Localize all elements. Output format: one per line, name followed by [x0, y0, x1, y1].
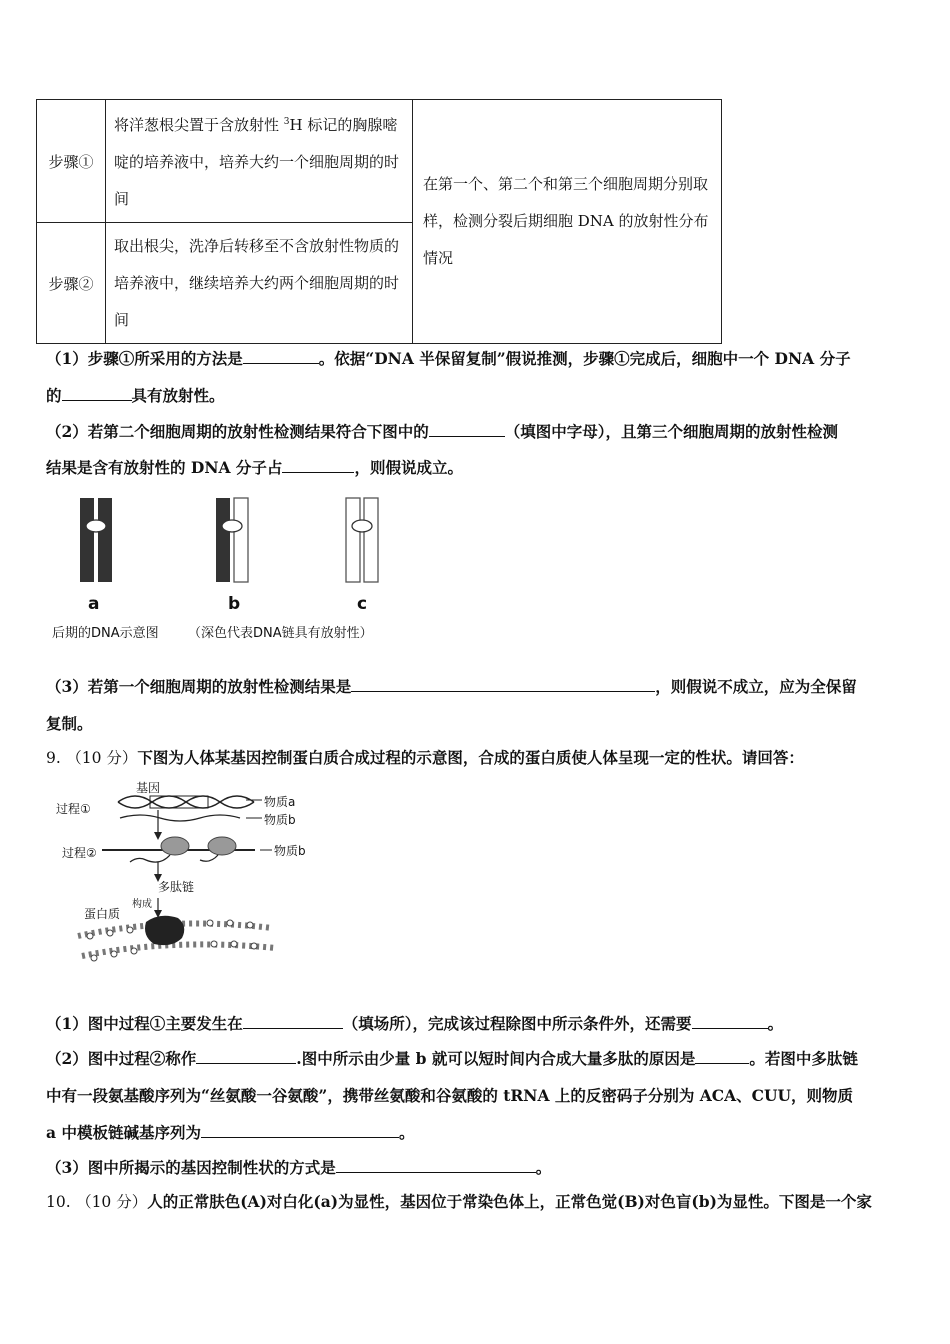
q9-p2-f: 。 — [398, 1123, 415, 1142]
q9-p2-b: .图中所示由少量 b 就可以短时间内合成大量多肽的原因是 — [296, 1049, 696, 1068]
fig-label-b: b — [228, 594, 241, 614]
q8-p1-a: （1）步骤①所采用的方法是 — [46, 349, 243, 368]
dna-diagram-a — [80, 498, 112, 582]
label-gene: 基因 — [136, 781, 161, 795]
step1-desc-b: H 标记的胸腺嘧啶的培养液中，培养大约一个细胞周期的时间 — [114, 116, 400, 208]
dna-diagram-b — [216, 498, 248, 582]
q8-p1-line1 — [46, 347, 851, 369]
step1-desc — [106, 100, 413, 223]
q8-p3-b: ，则假说不成立，应为全保留 — [655, 677, 857, 696]
q9-stem-line — [46, 746, 804, 768]
q8-blank-5[interactable] — [351, 677, 655, 692]
q9-p1-a: （1）图中过程①主要发生在 — [46, 1014, 243, 1033]
q9-p2-line2: 中有一段氨基酸序列为“丝氨酸一谷氨酸”，携带丝氨酸和谷氨酸的 tRNA 上的反密码子分别为 ACA、CUU，则物质 — [46, 1086, 854, 1105]
steps-table — [36, 99, 722, 344]
q9-blank-2[interactable] — [692, 1014, 768, 1029]
q9-p3-a: （3）图中所揭示的基因控制性状的方式是 — [46, 1158, 336, 1177]
fig-caption-right: （深色代表DNA链具有放射性） — [188, 626, 373, 641]
step1-desc-sup: 3 — [283, 117, 290, 127]
dna-diagram-c — [346, 498, 378, 582]
q8-p1-c: 的 — [46, 386, 62, 405]
q9-blank-5[interactable] — [201, 1123, 399, 1138]
q9-p1-b: （填场所），完成该过程除图中所示条件外，还需要 — [342, 1014, 692, 1033]
q8-p1-d: 具有放射性。 — [131, 386, 225, 405]
q9-p2-c: 。若图中多肽链 — [749, 1049, 858, 1068]
label-substance-b: 物质b — [264, 813, 296, 827]
q9-p2-line3 — [46, 1121, 414, 1143]
q8-blank-3[interactable] — [429, 422, 505, 437]
ribosome-1 — [161, 837, 189, 855]
q10-stem: 人的正常肤色(A)对白化(a)为显性，基因位于常染色体上，正常色觉(B)对色盲(b)为显性。下图是一个家 — [147, 1192, 872, 1211]
dna-helix — [118, 796, 254, 808]
q8-p1-line2 — [46, 384, 225, 406]
mrna-strand-1 — [120, 815, 240, 821]
q9-blank-6[interactable] — [336, 1158, 536, 1173]
q8-p3-line1 — [46, 675, 857, 697]
q10-number: 10. — [46, 1193, 71, 1211]
q9-p1-c: 。 — [767, 1014, 784, 1033]
q9-p3-b: 。 — [535, 1158, 552, 1177]
q8-p3-a: （3）若第一个细胞周期的放射性检测结果是 — [46, 677, 352, 696]
q9-score: （10 分） — [66, 749, 138, 767]
q9-number: 9. — [46, 749, 61, 767]
q9-p2-a: （2）图中过程②称作 — [46, 1049, 197, 1068]
step2-label: 步骤② — [37, 223, 106, 344]
label-compose: 构成 — [132, 899, 152, 910]
label-process2: 过程② — [62, 846, 97, 860]
membrane-protein — [145, 916, 184, 945]
q9-blank-1[interactable] — [243, 1014, 343, 1029]
label-substance-a: 物质a — [264, 795, 296, 809]
step1-label: 步骤① — [37, 100, 106, 223]
q8-blank-4[interactable] — [282, 458, 354, 473]
label-substance-b2: 物质b — [274, 844, 306, 858]
q8-blank-1[interactable] — [243, 349, 319, 364]
label-protein: 蛋白质 — [84, 907, 121, 921]
q10-score: （10 分） — [76, 1193, 148, 1211]
q8-p2-a: （2）若第二个细胞周期的放射性检测结果符合下图中的 — [46, 422, 429, 441]
q8-p2-line1 — [46, 420, 838, 442]
q8-p2-line2 — [46, 456, 463, 478]
q8-p2-d: ，则假说成立。 — [354, 458, 463, 477]
q10-stem-line — [46, 1190, 872, 1212]
fig-label-c: c — [357, 594, 368, 614]
q8-p2-c: 结果是含有放射性的 DNA 分子占 — [46, 458, 283, 477]
fig-caption-left: 后期的DNA示意图 — [52, 626, 159, 641]
ribosome-2 — [208, 837, 236, 855]
q9-p2-line1 — [46, 1047, 858, 1069]
q9-p1-line — [46, 1012, 783, 1034]
result-cell: 在第一个、第二个和第三个细胞周期分别取样，检测分裂后期细胞 DNA 的放射性分布情况 — [413, 100, 722, 344]
step2-desc: 取出根尖，洗净后转移至不含放射性物质的培养液中，继续培养大约两个细胞周期的时间 — [106, 223, 413, 344]
q8-p3-line2: 复制。 — [46, 714, 93, 733]
q8-blank-2[interactable] — [62, 386, 132, 401]
label-process1: 过程① — [56, 802, 91, 816]
q9-stem: 下图为人体某基因控制蛋白质合成过程的示意图，合成的蛋白质使人体呈现一定的性状。请回答： — [137, 748, 804, 767]
q9-blank-3[interactable] — [196, 1049, 296, 1064]
q8-p1-b: 。依据“DNA 半保留复制”假说推测，步骤①完成后，细胞中一个 DNA 分子 — [318, 349, 851, 368]
label-polypeptide: 多肽链 — [158, 880, 195, 894]
step1-desc-a: 将洋葱根尖置于含放射性 — [114, 116, 284, 134]
q9-p2-e: a 中模板链碱基序列为 — [46, 1123, 201, 1142]
fig-label-a: a — [88, 594, 100, 614]
q8-p2-b: （填图中字母），且第三个细胞周期的放射性检测 — [504, 422, 839, 441]
q9-p3-line — [46, 1156, 551, 1178]
q9-blank-4[interactable] — [695, 1049, 749, 1064]
